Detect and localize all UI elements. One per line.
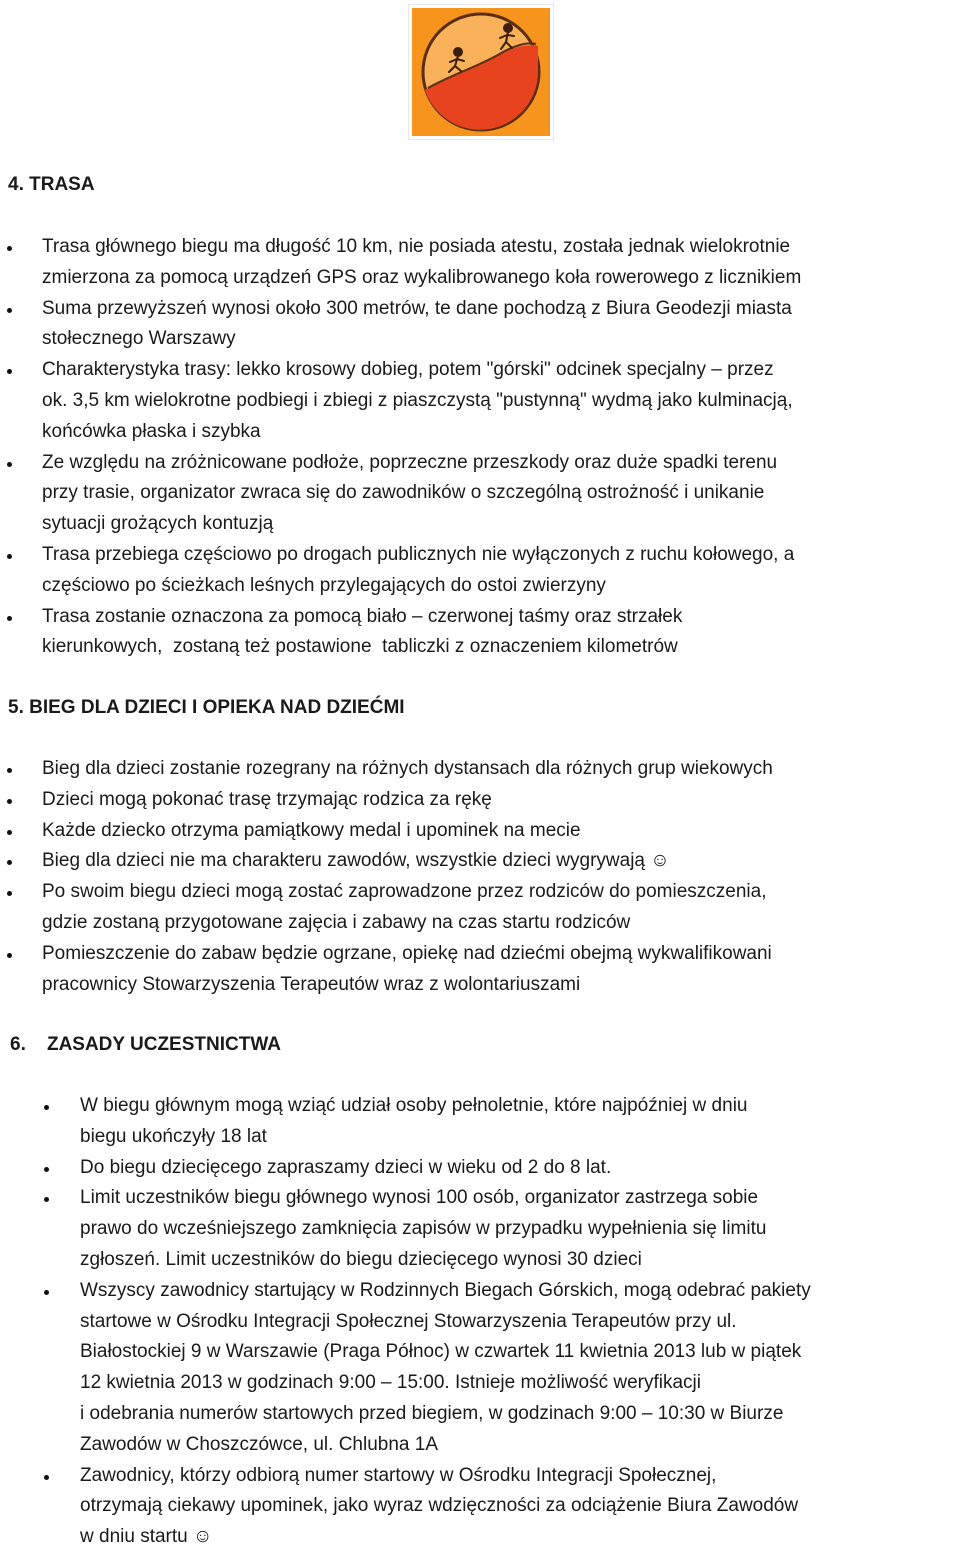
list-item: Pomieszczenie do zabaw będzie ogrzane, opiekę nad dziećmi obejmą wykwalifikowani pracownicy Stowarzyszenia Terapeutów wraz z wolontariuszami — [0, 939, 960, 1001]
bullet-icon — [7, 830, 12, 835]
list-item: Po swoim biegu dzieci mogą zostać zaprowadzone przez rodziców do pomieszczenia, gdzie zostaną przygotowane zajęcia i zabawy na czas startu rodziców — [0, 877, 960, 939]
bullet-icon — [7, 462, 12, 467]
list-item: Zawodnicy, którzy odbiorą numer startowy w Ośrodku Integracji Społecznej, otrzymają ciekawy upominek, jako wyraz wdzięczności za odciążenie Biura Zawodów w dniu startu ☺ — [0, 1461, 960, 1553]
bullet-icon — [7, 953, 12, 958]
bullet-icon — [7, 799, 12, 804]
trasa-list — [0, 232, 960, 663]
bullet-icon — [44, 1167, 49, 1172]
bullet-icon — [44, 1290, 49, 1295]
zasady-uczestnictwa-list — [0, 1091, 960, 1553]
bullet-icon — [44, 1105, 49, 1110]
list-item: Każde dziecko otrzyma pamiątkowy medal i upominek na mecie — [0, 816, 960, 847]
section-heading-zasady-uczestnictwa: 6. ZASADY UCZESTNICTWA — [10, 1034, 281, 1055]
list-item: Wszyscy zawodnicy startujący w Rodzinnych Biegach Górskich, mogą odebrać pakiety startowe w Ośrodku Integracji Społecznej Stowarzyszenia Terapeutów przy ul. Białostockiej 9 w Warszawie (Praga Północ) w czwartek 11 kwietnia 2013 lub w piątek 12 kwietnia 2013 w godzinach 9:00 – 15:00. Istnieje możliwość weryfikacji i odebrania numerów startowych przed biegiem, w godzinach 9:00 – 10:30 w Biurze Zawodów w Choszczówce, ul. Chlubna 1A — [0, 1276, 960, 1461]
bullet-icon — [7, 554, 12, 559]
list-item: Trasa zostanie oznaczona za pomocą biało – czerwonej taśmy oraz strzałek kierunkowych, zostaną też postawione tabliczki z oznaczeniem kilometrów — [0, 602, 960, 664]
bullet-icon — [7, 860, 12, 865]
list-item: Bieg dla dzieci nie ma charakteru zawodów, wszystkie dzieci wygrywają ☺ — [0, 846, 960, 877]
section-heading-bieg-dla-dzieci: 5. BIEG DLA DZIECI I OPIEKA NAD DZIEĆMI — [8, 697, 405, 718]
bullet-icon — [7, 616, 12, 621]
list-item: Ze względu na zróżnicowane podłoże, poprzeczne przeszkody oraz duże spadki terenu przy trasie, organizator zwraca się do zawodników o szczególną ostrożność i unikanie sytuacji grożących kontuzją — [0, 448, 960, 540]
list-item: Bieg dla dzieci zostanie rozegrany na różnych dystansach dla różnych grup wiekowych — [0, 754, 960, 785]
list-item: W biegu głównym mogą wziąć udział osoby pełnoletnie, które najpóźniej w dniu biegu ukończyły 18 lat — [0, 1091, 960, 1153]
bullet-icon — [7, 369, 12, 374]
bullet-icon — [44, 1475, 49, 1480]
list-item: Dzieci mogą pokonać trasę trzymając rodzica za rękę — [0, 785, 960, 816]
runners-on-hill-logo — [408, 4, 554, 140]
list-item: Do biegu dziecięcego zapraszamy dzieci w wieku od 2 do 8 lat. — [0, 1153, 960, 1184]
bieg-dla-dzieci-list — [0, 754, 960, 1000]
bullet-icon — [7, 891, 12, 896]
list-item: Trasa głównego biegu ma długość 10 km, nie posiada atestu, została jednak wielokrotnie zmierzona za pomocą urządzeń GPS oraz wykalibrowanego koła rowerowego z licznikiem — [0, 232, 960, 294]
list-item: Charakterystyka trasy: lekko krosowy dobieg, potem "górski" odcinek specjalny – przez ok. 3,5 km wielokrotne podbiegi i zbiegi z piaszczystą "pustynną" wydmą jako kulminacją, końcówka płaska i szybka — [0, 355, 960, 447]
section-heading-trasa: 4. TRASA — [8, 174, 95, 195]
bullet-icon — [44, 1197, 49, 1202]
bullet-icon — [7, 246, 12, 251]
list-item: Limit uczestników biegu głównego wynosi 100 osób, organizator zastrzega sobie prawo do wcześniejszego zamknięcia zapisów w przypadku wypełnienia się limitu zgłoszeń. Limit uczestników do biegu dziecięcego wynosi 30 dzieci — [0, 1183, 960, 1275]
list-item: Trasa przebiega częściowo po drogach publicznych nie wyłączonych z ruchu kołowego, a częściowo po ścieżkach leśnych przylegających do ostoi zwierzyny — [0, 540, 960, 602]
bullet-icon — [7, 768, 12, 773]
bullet-icon — [7, 308, 12, 313]
list-item: Suma przewyższeń wynosi około 300 metrów, te dane pochodzą z Biura Geodezji miasta stołecznego Warszawy — [0, 294, 960, 356]
